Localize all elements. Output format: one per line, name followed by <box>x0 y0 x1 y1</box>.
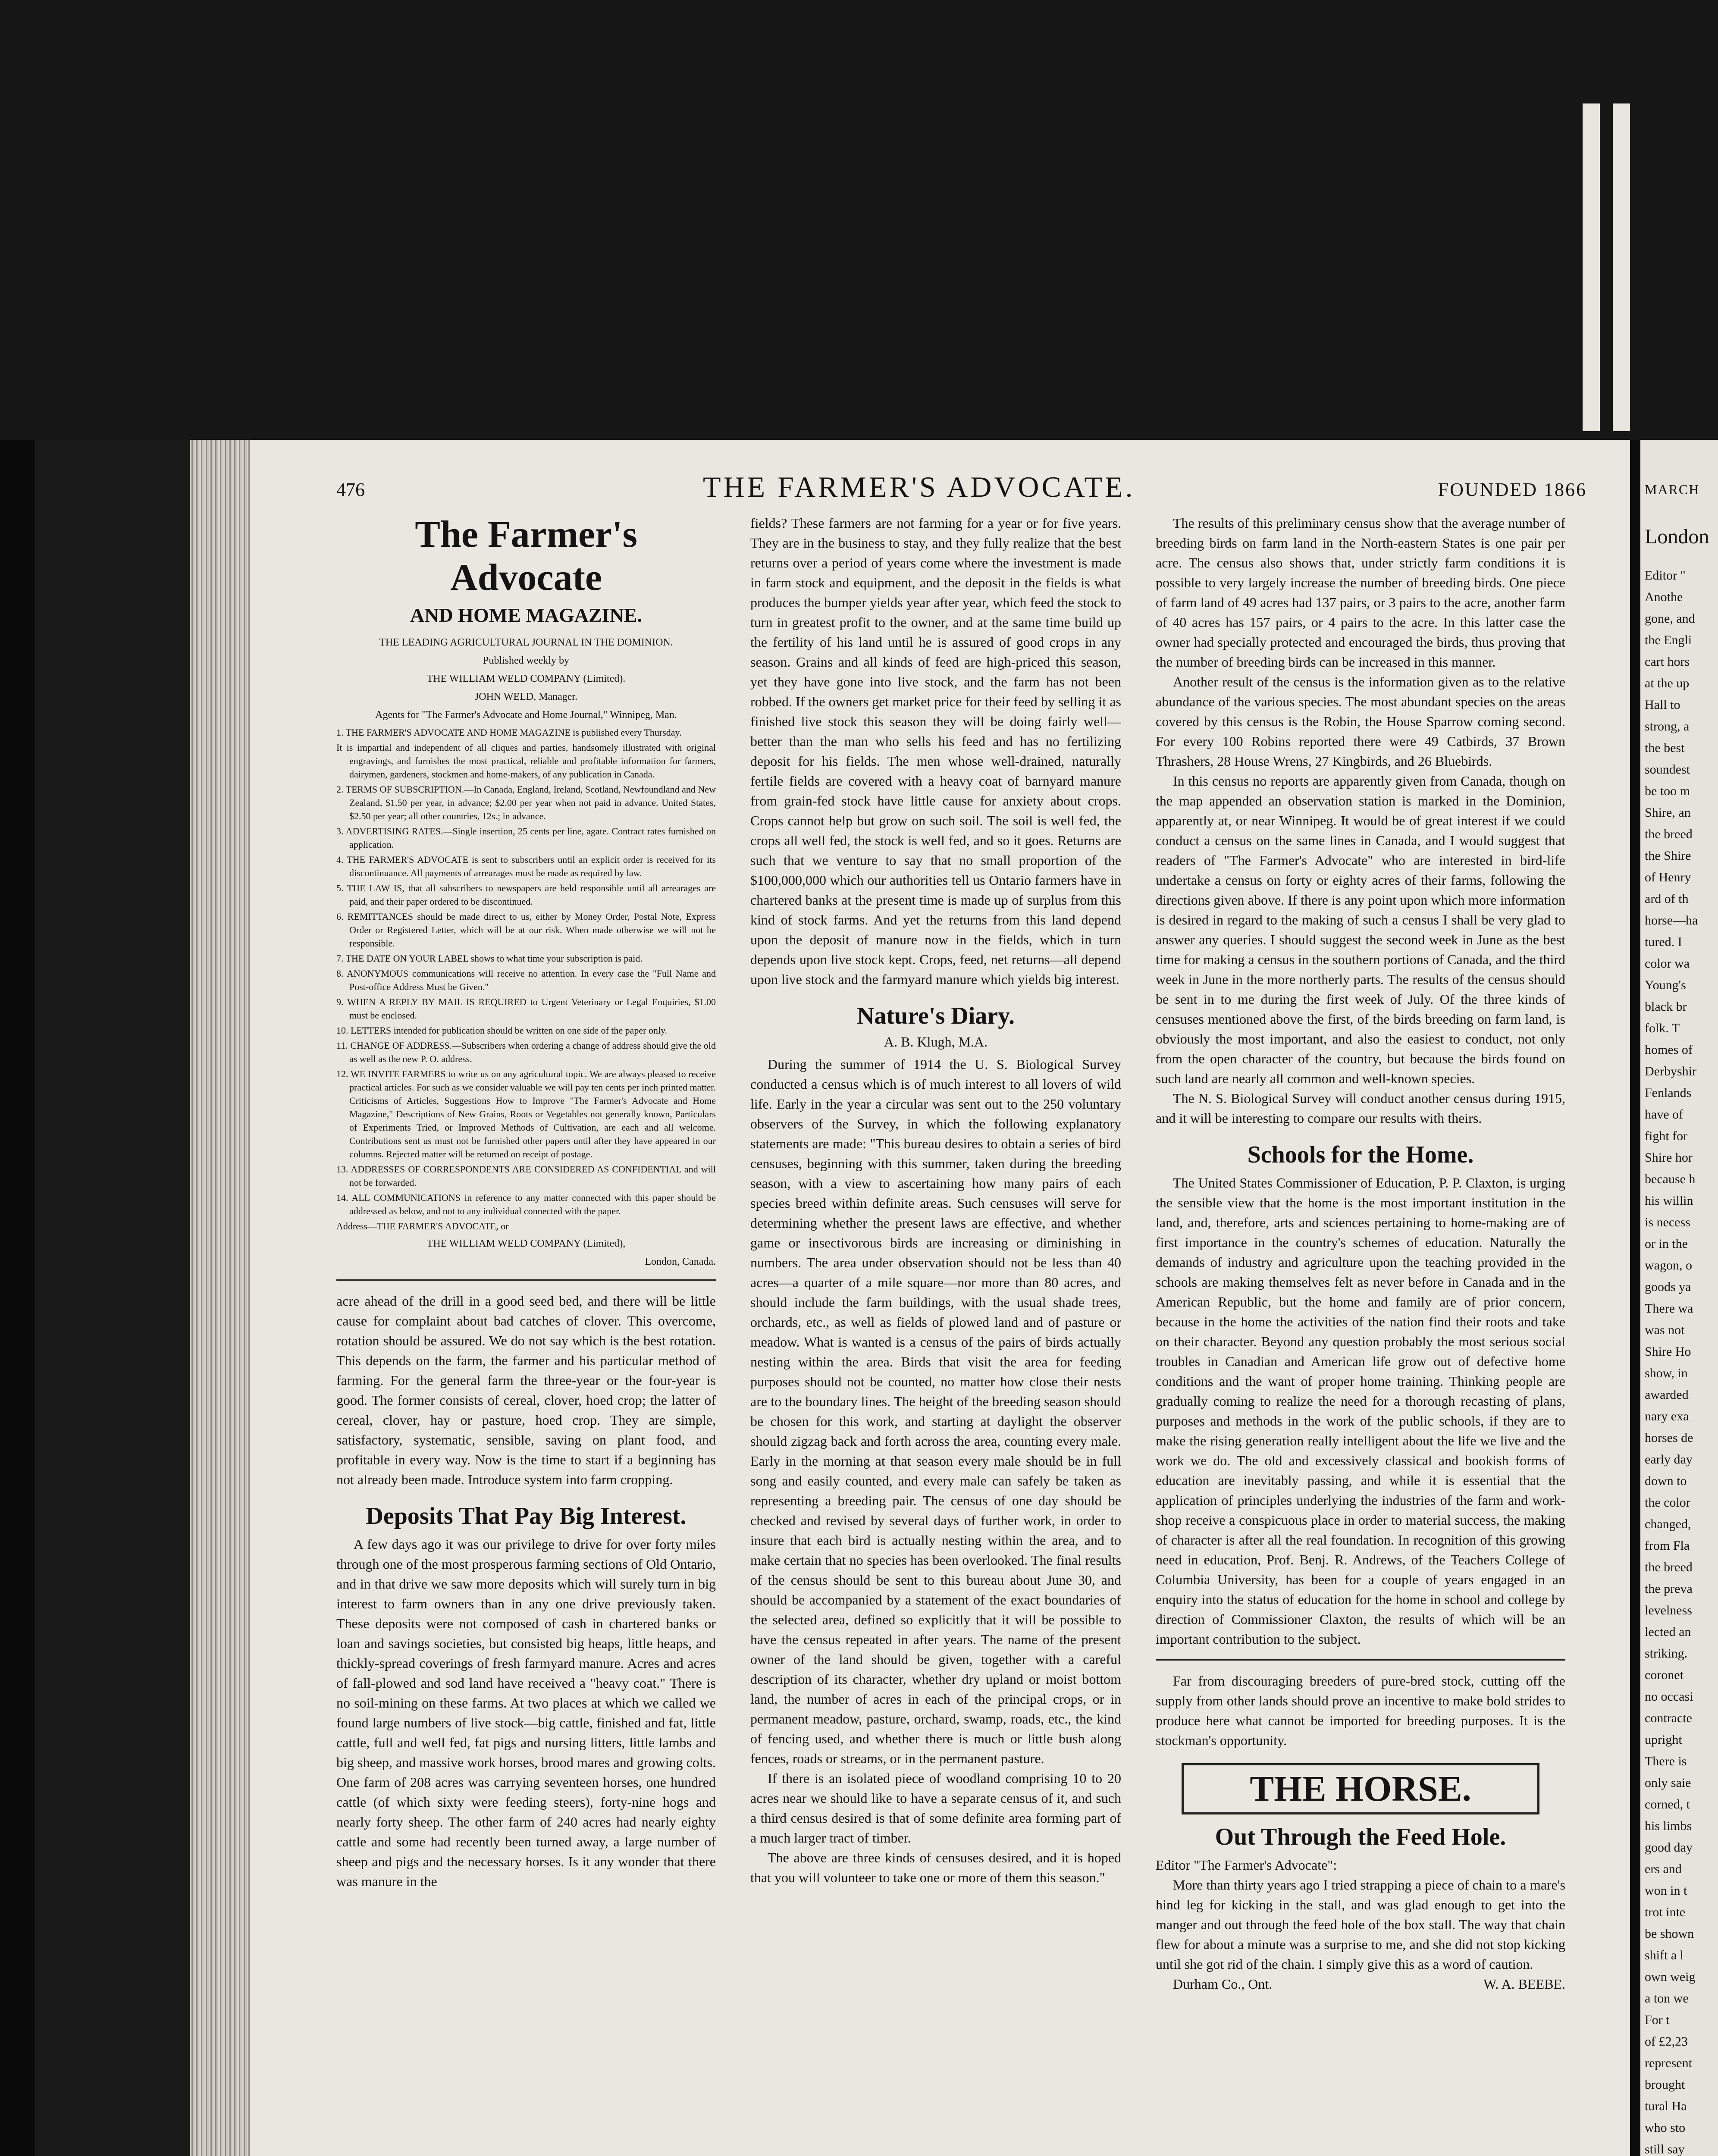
facing-page-line: homes of <box>1645 1043 1693 1057</box>
page-header <box>250 470 1630 505</box>
facing-page-line: represent <box>1645 2056 1692 2070</box>
notice-item: 13. ADDRESSES OF CORRESPONDENTS ARE CONSIDERED AS CONFIDENTIAL and will not be forwarded. <box>336 1164 716 1188</box>
notice-item: 12. WE INVITE FARMERS to write us on any agricultural topic. We are always pleased to receive practical articles. For such as we consider valuable we will pay ten cents per inch printed matter. Criticisms of Articles, Suggestions How to Improve "The Farmer's Advocate and Home Magazine," Descriptions of New Grains, Roots or Vegetables not generally known, Particulars of Experiments Tried, or Improved Methods of Cultivation, are each and all welcome. Contributions sent us must not be furnished other papers until after they have appeared in our columns. Rejected matter will be returned on receipt of postage. <box>336 1069 716 1159</box>
facing-page-line: the breed <box>1645 827 1693 841</box>
article-text: During the summer of 1914 the U. S. Biological Survey conducted a census which is of much interest to all lovers of wild life. Early in the year a circular was sent out to the 250 voluntary observers of the Survey, in which the following explanatory statements are made: "This bureau desires to obtain a series of bird censuses, beginning with this summer, taken during the breeding season, with a view to ascertaining how many pairs of each species breed within definite areas. Such censuses will serve for determining whether the present laws are effective, and whether game or insectivorous birds are increasing or diminishing in numbers. The area under observation should not be less than 40 acres—a quarter of a mile square—nor more than 80 acres, and should include the farm buildings, with the usual shade trees, orchards, etc., as well as fields of plowed land and of pasture or meadow. What is wanted is a census of the pairs of birds actually nesting within the area. Birds that visit the area for feeding purposes should not be counted, no matter how close their nests are to the boundary lines. The height of the breeding season should be chosen for this work, and starting at daylight the observer should zigzag back and forth across the area, counting every male. Early in the morning at that season every male should be in full song and easily counted, and every male can safely be taken as representing a breeding pair. The census of one day should be checked and revised by several days of further work, in order to insure that each bird is actually nesting within the area, and to make certain that no species has been overlooked. The final results of the census should be sent to this bureau about June 30, and should be accompanied by a statement of the exact boundaries of the selected area, defined so explicitly that it will be possible to have the census repeated in after years. The name of the present owner of the land should be given, together with a careful description of its character, whether dry upland or moist bottom land, the number of acres in each of the principal crops, or in permanent meadow, pasture, orchard, swamp, roads, etc., the kind of fencing used, and whether there is much or little bush along fences, roads or streams, or in the permanent pasture. <box>750 1056 1121 1766</box>
facing-page-line: down to <box>1645 1474 1687 1488</box>
published-line: Published weekly by <box>483 655 569 666</box>
facing-page-line: only saie <box>1645 1776 1691 1790</box>
facing-page-line: the best <box>1645 741 1685 755</box>
facing-page-line: fight for <box>1645 1129 1688 1143</box>
notice-item: 10. LETTERS intended for publication should be written on one side of the paper only. <box>336 1025 668 1036</box>
notice-item: 5. THE LAW IS, that all subscribers to newspapers are held responsible until all arrearages are paid, and their paper ordered to be discontinued. <box>336 883 716 907</box>
masthead-subtitle: AND HOME MAGAZINE. <box>410 604 642 626</box>
facing-page-line: black br <box>1645 1000 1687 1014</box>
notice-item: 2. TERMS OF SUBSCRIPTION.—In Canada, England, Ireland, Scotland, Newfoundland and New Zealand, $1.50 per year, in advance; $2.00 per year when not paid in advance. United States, $2.50 per year; all other countries, 12s.; in advance. <box>336 784 716 821</box>
column-2 <box>750 513 1121 2156</box>
facing-page-line: Shire Ho <box>1645 1344 1691 1359</box>
facing-page-line: of £2,23 <box>1645 2034 1688 2049</box>
byline: A. B. Klugh, M.A. <box>884 1034 988 1050</box>
article-text: More than thirty years ago I tried strapping a piece of chain to a mare's hind leg for kicking in the stall, and was glad enough to get into the manger and out through the feed hole of the box stall. The way that chain flew for about a minute was a surprise to me, and she did not stop kicking until she got rid of the chain. I simply give this as a word of caution. <box>1156 1877 1565 1972</box>
notice-item: 6. REMITTANCES should be made direct to us, either by Money Order, Postal Note, Express Order or Registered Letter, which will be at our risk. When made otherwise we will not be responsible. <box>336 911 716 949</box>
section-heading: Deposits That Pay Big Interest. <box>366 1503 687 1529</box>
facing-page-line: own weig <box>1645 1970 1696 1984</box>
facing-page-line: brought <box>1645 2078 1685 2092</box>
facing-page-line: no occasi <box>1645 1689 1693 1704</box>
facing-page-line: still say <box>1645 2142 1685 2156</box>
scan-background <box>0 0 1718 440</box>
masthead-title: The Farmer's Advocate <box>415 514 637 599</box>
facing-page-line: changed, <box>1645 1517 1691 1531</box>
facing-page-line: nary exa <box>1645 1409 1689 1423</box>
article-text: acre ahead of the drill in a good seed bed, and there will be little cause for complaint about bad catches of clover. This overcome, rotation should be assured. We do not say which is the best rotation. This depends on the farm, the farmer and his particular method of farming. For the general farm the three-year or the four-year is good. The former consists of cereal, clover, hoed crop; the latter of cereal, clover, hay or pasture, hoed crop. They are simple, satisfactory, systematic, sensible, saving on plant food, and profitable in every way. Now is the time to start if a beginning has not already been made. Introduce system into farm cropping. <box>336 1293 716 1487</box>
facing-page-line: at the up <box>1645 676 1690 690</box>
scan-marker-bar <box>1613 103 1630 431</box>
notice-item: 14. ALL COMMUNICATIONS in reference to any matter connected with this paper should be addressed as below, and not to any individual connected with the paper. <box>336 1192 716 1216</box>
facing-page-line: striking. <box>1645 1646 1688 1661</box>
facing-page-line: is necess <box>1645 1215 1690 1229</box>
section-heading: Out Through the Feed Hole. <box>1215 1824 1506 1850</box>
notice-item: 9. WHEN A REPLY BY MAIL IS REQUIRED to Urgent Veterinary or Legal Enquiries, $1.00 must be enclosed. <box>336 997 716 1021</box>
article-text: If there is an isolated piece of woodland comprising 10 to 20 acres near we should like to have a separate census of it, and such a third census desired is that of some definite area forming part of a much larger tract of timber. <box>750 1771 1121 1846</box>
facing-page-line: trot inte <box>1645 1905 1686 1919</box>
masthead-tagline: THE LEADING AGRICULTURAL JOURNAL IN THE DOMINION. <box>379 637 673 648</box>
article-text: In this census no reports are apparently given from Canada, though on the map appended an observation station is marked in the Dominion, apparently at, or near Winnipeg. It would be of great interest if we could conduct a census on the same lines in Canada, and I would suggest that readers of "The Farmer's Advocate" who are interested in bird-life undertake a census on forty or eighty acres of their farms, following the directions given above. If there is any point upon which more information is desired in regard to the making of such a census I shall be very glad to answer any queries. I should suggest the second week in June as the best time for making a census in the southern portions of Canada, and the third week in June in the more northerly parts. The results of the census should be sent in to me during the first week of July. Of the three kinds of censuses mentioned above the first, of the birds breeding on farm land, is obviously the most important, and also the easiest to conduct, not only from the open character of the country, but because the birds found on such land are nearly all common and well-known species. <box>1156 773 1565 1086</box>
signature: W. A. BEEBE. <box>1483 1976 1565 1992</box>
facing-page-line: coronet <box>1645 1668 1684 1682</box>
facing-page-text <box>1640 565 1718 2156</box>
facing-page-line: horses de <box>1645 1431 1693 1445</box>
facing-page-line: Derbyshir <box>1645 1064 1696 1078</box>
facing-page-title: London <box>1645 525 1709 548</box>
facing-page-line: contracte <box>1645 1711 1692 1725</box>
facing-page-line: tural Ha <box>1645 2099 1687 2113</box>
running-head: THE FARMER'S ADVOCATE. <box>703 470 1135 503</box>
facing-page-line: Shire hor <box>1645 1150 1693 1165</box>
column-3 <box>1156 513 1565 2156</box>
facing-page-line: good day <box>1645 1840 1693 1855</box>
facing-page-line: the color <box>1645 1495 1690 1510</box>
facing-page-line: be shown <box>1645 1927 1694 1941</box>
article-text: The N. S. Biological Survey will conduct another census during 1915, and it will be interesting to compare our results with theirs. <box>1156 1091 1565 1126</box>
facing-page-line: from Fla <box>1645 1539 1690 1553</box>
facing-page-line: Young's <box>1645 978 1686 992</box>
address-line: THE WILLIAM WELD COMPANY (Limited), <box>426 1238 626 1249</box>
facing-page-line: horse—ha <box>1645 913 1698 928</box>
facing-page-line: ers and <box>1645 1862 1682 1876</box>
place: Durham Co., Ont. <box>1173 1976 1273 1992</box>
facing-page-line: the Engli <box>1645 633 1692 647</box>
facing-page-line: levelness <box>1645 1603 1692 1617</box>
article-text: The United States Commissioner of Education, P. P. Claxton, is urging the sensible view that the home is the most important institution in the land, and, therefore, arts and sciences pertaining to home-making are of first importance in the country's schemes of education. Naturally the demands of industry and agriculture upon the teaching provided in the schools are making themselves felt as never before in Canada and in the American Republic, but the home and family are of prior concern, because in the home the activities of the nation find their roots and take on their character. Beyond any question probably the most serious social troubles in Canadian and American life grow out of defective home conditions and the want of proper home training. Thinking people are gradually coming to realize the need for a thorough recasting of plans, purposes and methods in the work of the public schools, if they are to make the rising generation really intelligent about the life we live and the work we do. The old and excessively classical and bookish forms of education are inevitably passing, and while it is essential that the application of principles underlying the industries of the farm and work-shop receive a conspicuous place in order to material success, the making of character is after all the real foundation. In recognition of this growing need in education, Prof. Benj. R. Andrews, of the Teachers College of Columbia University, has been for a couple of years engaged in an enquiry into the status of education for the home in school and college by direction of Commissioner Claxton, the results of which will be an important contribution to the subject. <box>1156 1175 1565 1647</box>
facing-page-line: wagon, o <box>1645 1258 1692 1272</box>
notice-item: 3. ADVERTISING RATES.—Single insertion, 25 cents per line, agate. Contract rates furnished on application. <box>336 826 716 850</box>
manager-line: JOHN WELD, Manager. <box>474 691 578 702</box>
facing-page-line: early day <box>1645 1452 1693 1467</box>
scan-marker-bar <box>1583 103 1600 431</box>
signature-line <box>1156 1974 1565 1994</box>
facing-page-line: There wa <box>1645 1301 1693 1316</box>
facing-page-line: of Henry <box>1645 870 1691 884</box>
article-text: The above are three kinds of censuses desired, and it is hoped that you will volunteer to take one or more of them this season." <box>750 1850 1121 1885</box>
article-text: Another result of the census is the information given as to the relative abundance of the various species. The most abundant species on the areas covered by this census is the Robin, the House Sparrow coming second. For every 100 Robins reported there were 49 Catbirds, 37 Brown Thrashers, 28 House Wrens, 27 Kingbirds, and 26 Bluebirds. <box>1156 674 1565 769</box>
section-heading: Nature's Diary. <box>856 1003 1015 1029</box>
facing-page-line: his limbs <box>1645 1819 1692 1833</box>
notice-item: 4. THE FARMER'S ADVOCATE is sent to subscribers until an explicit order is received for its discontinuance. All payments of arrearages must be made as required by law. <box>336 854 716 878</box>
facing-page-line: There is <box>1645 1754 1687 1768</box>
facing-page-line: soundest <box>1645 762 1690 777</box>
facing-page-line: show, in <box>1645 1366 1688 1380</box>
facing-page-line: lected an <box>1645 1625 1691 1639</box>
facing-page-fragment <box>1640 440 1718 2156</box>
facing-page-line: be too m <box>1645 784 1690 798</box>
facing-page-line: For t <box>1645 2013 1670 2027</box>
article-text: fields? These farmers are not farming for a year or for five years. They are in the business to stay, and they fully realize that the best returns over a period of years come where the investment is made in farm stock and equipment, and the deposit in the fields is what produces the bumper yields year after year, which feed the stock to turn in greatest profit to the owner, and at the same time build up the fertility of his land until he is assured of good crops in any season. Grains and all kinds of feed are high-priced this season, yet they have gone into live stock, and the farm has not been robbed. If the owners get market price for their feed by selling it as finished live stock this season they will be doing fairly well—better than the man who sells his feed and has no fertilizing deposit for his fields. The men whose well-drained, naturally fertile fields are covered with a heavy coat of barnyard manure from grain-fed stock have little cause for anxiety about crops. Crops cannot help but grow on such soil. The soil is well fed, the crops all well fed, the stock is well fed, and so it goes. Returns are such that we venture to say that no small proportion of the $100,000,000 which our authorities tell us Ontario farmers have in chartered banks at the present time is made up of surplus from this kind of stock farms. And yet the returns from this land depend upon the deposit of manure now in the fields, which in turn depends upon live stock kept. Crops, feed, net returns—all depend upon live stock and the farmyard manure which yields big interest. <box>750 515 1121 987</box>
facing-page-line: strong, a <box>1645 719 1690 733</box>
facing-page-line: ard of th <box>1645 892 1689 906</box>
facing-page-line: won in t <box>1645 1883 1687 1898</box>
facing-page-line: corned, t <box>1645 1797 1690 1811</box>
facing-page-line: gone, and <box>1645 611 1695 626</box>
facing-page-line: color wa <box>1645 956 1690 971</box>
page-number: 476 <box>336 479 365 500</box>
facing-page-line: the breed <box>1645 1560 1693 1574</box>
facing-page-line: shift a l <box>1645 1948 1684 1962</box>
notice-item: It is impartial and independent of all cliques and parties, handsomely illustrated with original engravings, and furnishes the most practical, reliable and profitable information for farmers, dairymen, gardeners, stockmen and home-makers, of any publication in Canada. <box>336 742 716 780</box>
facing-page-line: Editor " <box>1645 568 1686 583</box>
page-edges <box>190 440 250 2156</box>
facing-page-line: cart hors <box>1645 655 1690 669</box>
facing-page-line: Shire, an <box>1645 805 1691 820</box>
facing-page-line: upright <box>1645 1733 1682 1747</box>
facing-page-line: a ton we <box>1645 1991 1689 2006</box>
article-text: A few days ago it was our privilege to drive for over forty miles through one of the most prosperous farming sections of Old Ontario, and in that drive we saw more deposits which will surely turn in big interest to farm owners than in any one drive previously taken. These deposits were not composed of cash in chartered banks or loan and savings societies, but consisted big heaps, little heaps, and thickly-spread coverings of fresh farmyard manure. Acres and acres of fall-plowed and sod land have received a "heavy coat." There is no soil-mining on these farms. At two places at which we called we found large numbers of live stock—big cattle, finished and fat, little cattle, full and well fed, fat pigs and nursing litters, little lambs and big sheep, and massive work horses, brood mares and growing colts. One farm of 208 acres was carrying seventeen horses, one hundred cattle (of which sixty were feeding steers), forty-nine hogs and nearly forty sheep. The other farm of 240 acres had nearly eighty cattle and some had recently been turned away, a large number of sheep and pigs and the necessary horses. Is it any wonder that there was manure in the <box>336 1536 716 1889</box>
facing-page-line: folk. T <box>1645 1021 1680 1035</box>
facing-page-header: MARCH <box>1645 482 1700 497</box>
article-text: Far from discouraging breeders of pure-bred stock, cutting off the supply from other lands should prove an incentive to make bold strides to produce here what cannot be imported for breeding purposes. It is the stockman's opportunity. <box>1156 1673 1565 1748</box>
facing-page-line: Anothe <box>1645 590 1683 604</box>
column-1 <box>336 513 716 2156</box>
newspaper-page <box>250 440 1630 2156</box>
notice-item: 8. ANONYMOUS communications will receive no attention. In every case the "Full Name and Post-office Address Must be Given." <box>336 968 716 992</box>
notices-list <box>336 726 716 1218</box>
agents-line: Agents for "The Farmer's Advocate and Home Journal," Winnipeg, Man. <box>375 709 677 721</box>
horse-banner: THE HORSE. <box>1182 1763 1539 1814</box>
address-line: London, Canada. <box>645 1256 716 1267</box>
section-heading: Schools for the Home. <box>1247 1141 1474 1168</box>
facing-page-line: who sto <box>1645 2121 1686 2135</box>
company-line: THE WILLIAM WELD COMPANY (Limited). <box>426 673 626 684</box>
facing-page-line: tured. I <box>1645 935 1682 949</box>
address-line: Address—THE FARMER'S ADVOCATE, or <box>336 1221 509 1232</box>
facing-page-line: because h <box>1645 1172 1696 1186</box>
divider <box>1156 1659 1565 1661</box>
founded-line: FOUNDED 1866 <box>1438 479 1587 500</box>
article-text: The results of this preliminary census show that the average number of breeding birds on farm land in the North-eastern States is one pair per acre. The census also shows that, under strictly farm conditions it is possible to very largely increase the number of breeding birds. One piece of farm land of 49 acres had 137 pairs, or 3 pairs to the acre, another farm of 40 acres has 157 pairs, or 4 pairs to the acre. In this latter case the owner had specially protected and encouraged the birds, thus proving that the number of breeding birds can be increased in this manner. <box>1156 515 1565 670</box>
notice-item: 7. THE DATE ON YOUR LABEL shows to what time your subscription is paid. <box>336 953 643 964</box>
facing-page-line: have of <box>1645 1107 1684 1122</box>
facing-page-line: was not <box>1645 1323 1685 1337</box>
page-gutter <box>1630 440 1640 2156</box>
notice-item: 1. THE FARMER'S ADVOCATE AND HOME MAGAZINE is published every Thursday. <box>336 727 682 738</box>
notice-item: 11. CHANGE OF ADDRESS.—Subscribers when ordering a change of address should give the old as well as the new P. O. address. <box>336 1040 716 1064</box>
facing-page-line: or in the <box>1645 1237 1688 1251</box>
facing-page-line: the preva <box>1645 1582 1693 1596</box>
facing-page-line: the Shire <box>1645 849 1691 863</box>
facing-page-line: awarded <box>1645 1388 1689 1402</box>
divider <box>336 1279 716 1281</box>
facing-page-line: goods ya <box>1645 1280 1691 1294</box>
salutation: Editor "The Farmer's Advocate": <box>1156 1857 1337 1873</box>
facing-page-line: Hall to <box>1645 698 1680 712</box>
facing-page-line: his willin <box>1645 1194 1693 1208</box>
facing-page-line: Fenlands <box>1645 1086 1692 1100</box>
